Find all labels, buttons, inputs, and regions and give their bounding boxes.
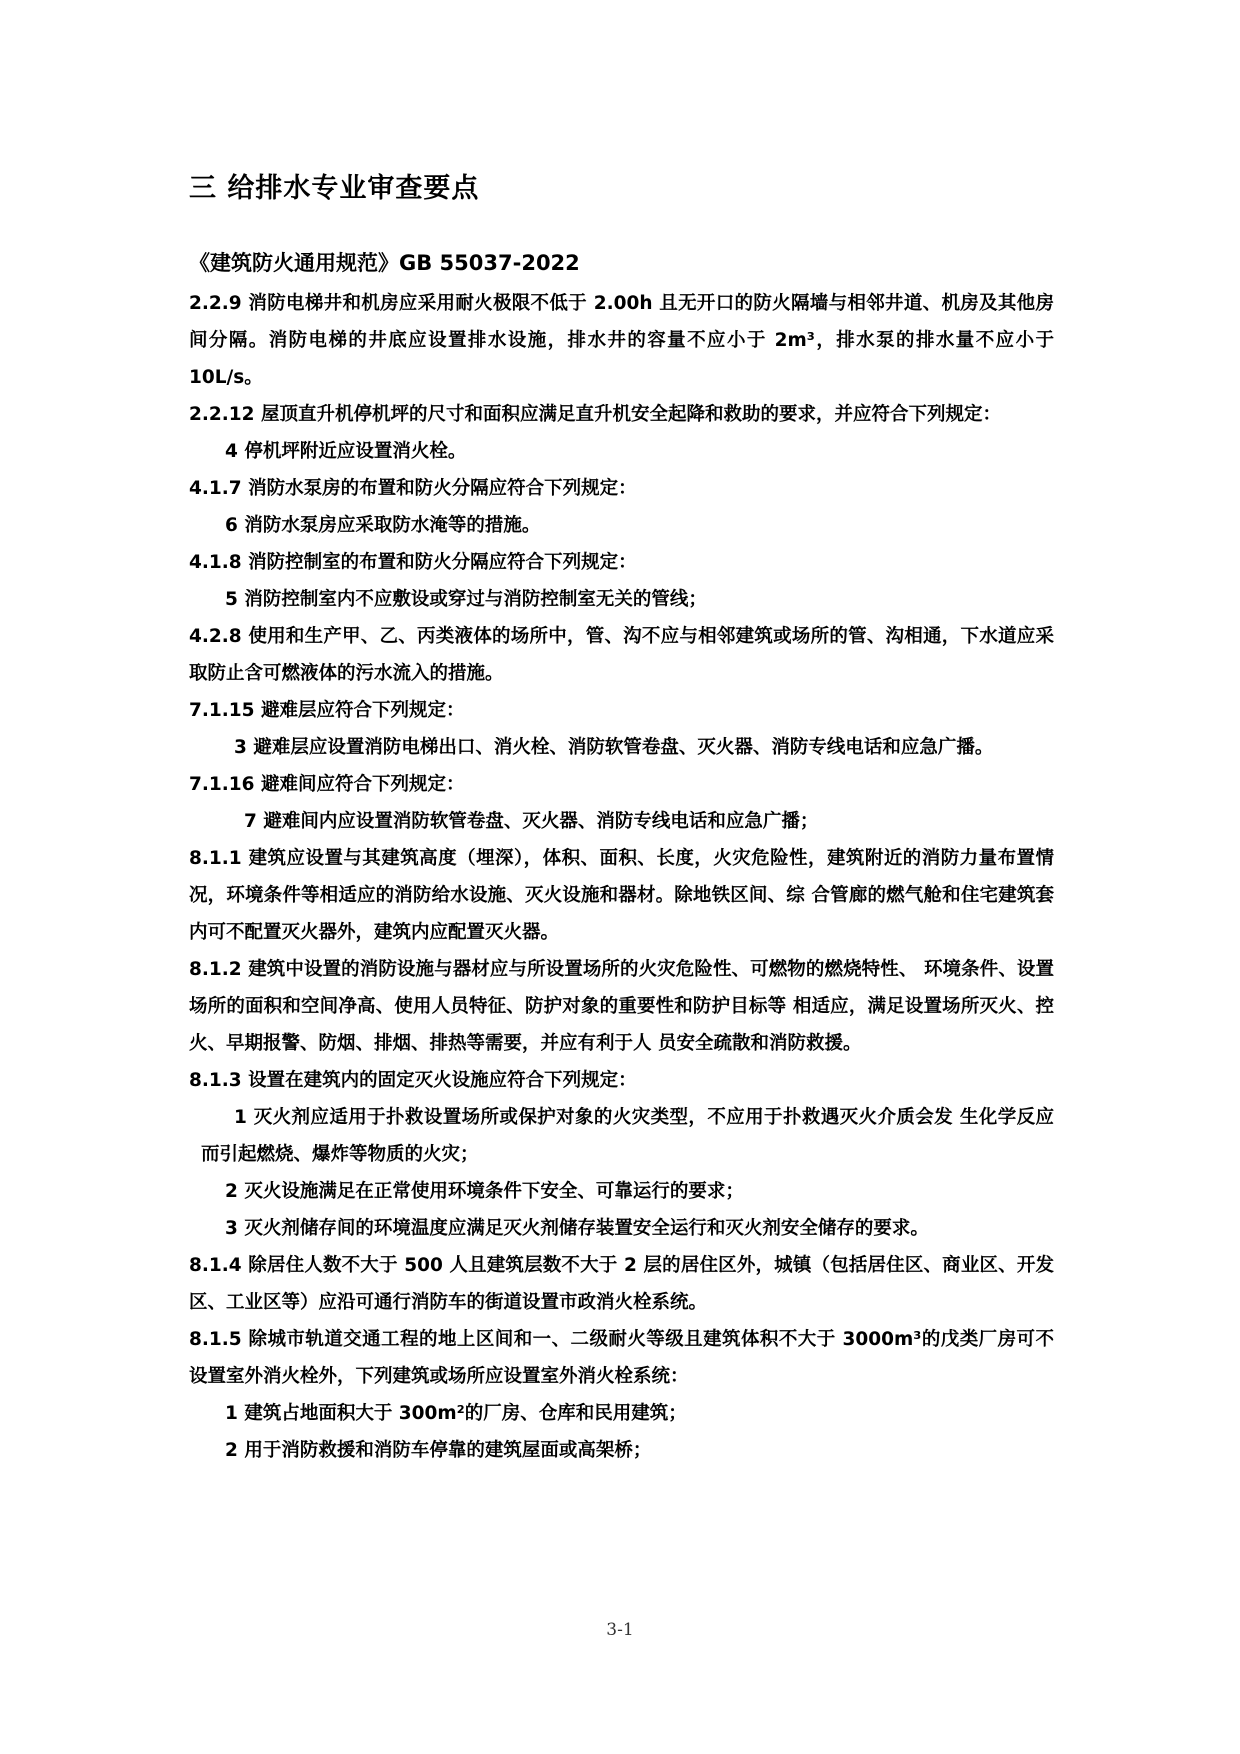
clause-paragraph: 8.1.4 除居住人数不大于 500 人且建筑层数不大于 2 层的居住区外，城镇（包括居住区、商业区、开发区、工业区等）应沿可通行消防车的街道设置市政消火栓系统。 [189,1255,1054,1313]
clause-paragraph: 8.1.2 建筑中设置的消防设施与器材应与所设置场所的火灾危险性、可燃物的燃烧特性、 环境条件、设置场所的面积和空间净高、使用人员特征、防护对象的重要性和防护目标等 相适应，满足设置场所灭火、控火、早期报警、防烟、排烟、排热等需要，并应有利于人 员安全疏散和消防救援。 [189,959,1054,1054]
clause-item: 2 用于消防救援和消防车停靠的建筑屋面或高架桥； [225,1440,652,1461]
clause-item: 5 消防控制室内不应敷设或穿过与消防控制室无关的管线； [225,589,707,610]
clause-item: 6 消防水泵房应采取防水淹等的措施。 [225,515,541,536]
clause-paragraph: 4.1.8 消防控制室的布置和防火分隔应符合下列规定： [189,552,637,573]
clause-paragraph: 4.1.7 消防水泵房的布置和防火分隔应符合下列规定： [189,478,637,499]
clause-paragraph: 2.2.9 消防电梯井和机房应采用耐火极限不低于 2.00h 且无开口的防火隔墙与相邻井道、机房及其他房间分隔。消防电梯的井底应设置排水设施，排水井的容量不应小于 2m³，排水泵的排水量不应小于 10L/s。 [189,293,1054,388]
clause-item: 1 建筑占地面积大于 300m²的厂房、仓库和民用建筑； [225,1403,687,1424]
page-number: 3-1 [606,1620,634,1640]
clause-paragraph: 8.1.5 除城市轨道交通工程的地上区间和一、二级耐火等级且建筑体积不大于 3000m³的戊类厂房可不设置室外消火栓外，下列建筑或场所应设置室外消火栓系统： [189,1329,1054,1387]
standard-title: 《建筑防火通用规范》GB 55037-2022 [189,251,580,275]
clause-item: 3 避难层应设置消防电梯出口、消火栓、消防软管卷盘、灭火器、消防专线电话和应急广播。 [234,737,994,758]
section-heading: 三 给排水专业审查要点 [189,173,480,204]
document-body [189,285,1054,1469]
clause-paragraph: 8.1.1 建筑应设置与其建筑高度（埋深），体积、面积、长度，火灾危险性，建筑附近的消防力量布置情况，环境条件等相适应的消防给水设施、灭火设施和器材。除地铁区间、综 合管廊的燃气舱和住宅建筑套内可不配置灭火器外，建筑内应配置灭火器。 [189,848,1054,943]
clause-item: 4 停机坪附近应设置消火栓。 [225,441,467,462]
clause-item: 3 灭火剂储存间的环境温度应满足灭火剂储存装置安全运行和灭火剂安全储存的要求。 [225,1218,929,1239]
clause-item: 1 灭火剂应适用于扑救设置场所或保护对象的火灾类型，不应用于扑救遇灭火介质会发 生化学反应而引起燃烧、爆炸等物质的火灾； [201,1107,1054,1165]
clause-paragraph: 8.1.3 设置在建筑内的固定灭火设施应符合下列规定： [189,1070,637,1091]
clause-paragraph: 2.2.12 屋顶直升机停机坪的尺寸和面积应满足直升机安全起降和救助的要求，并应符合下列规定： [189,404,1001,425]
clause-paragraph: 7.1.15 避难层应符合下列规定： [189,700,465,721]
clause-item: 7 避难间内应设置消防软管卷盘、灭火器、消防专线电话和应急广播； [244,811,819,832]
clause-paragraph: 7.1.16 避难间应符合下列规定： [189,774,465,795]
clause-item: 2 灭火设施满足在正常使用环境条件下安全、可靠运行的要求； [225,1181,744,1202]
clause-paragraph: 4.2.8 使用和生产甲、乙、丙类液体的场所中，管、沟不应与相邻建筑或场所的管、沟相通，下水道应采取防止含可燃液体的污水流入的措施。 [189,626,1054,684]
